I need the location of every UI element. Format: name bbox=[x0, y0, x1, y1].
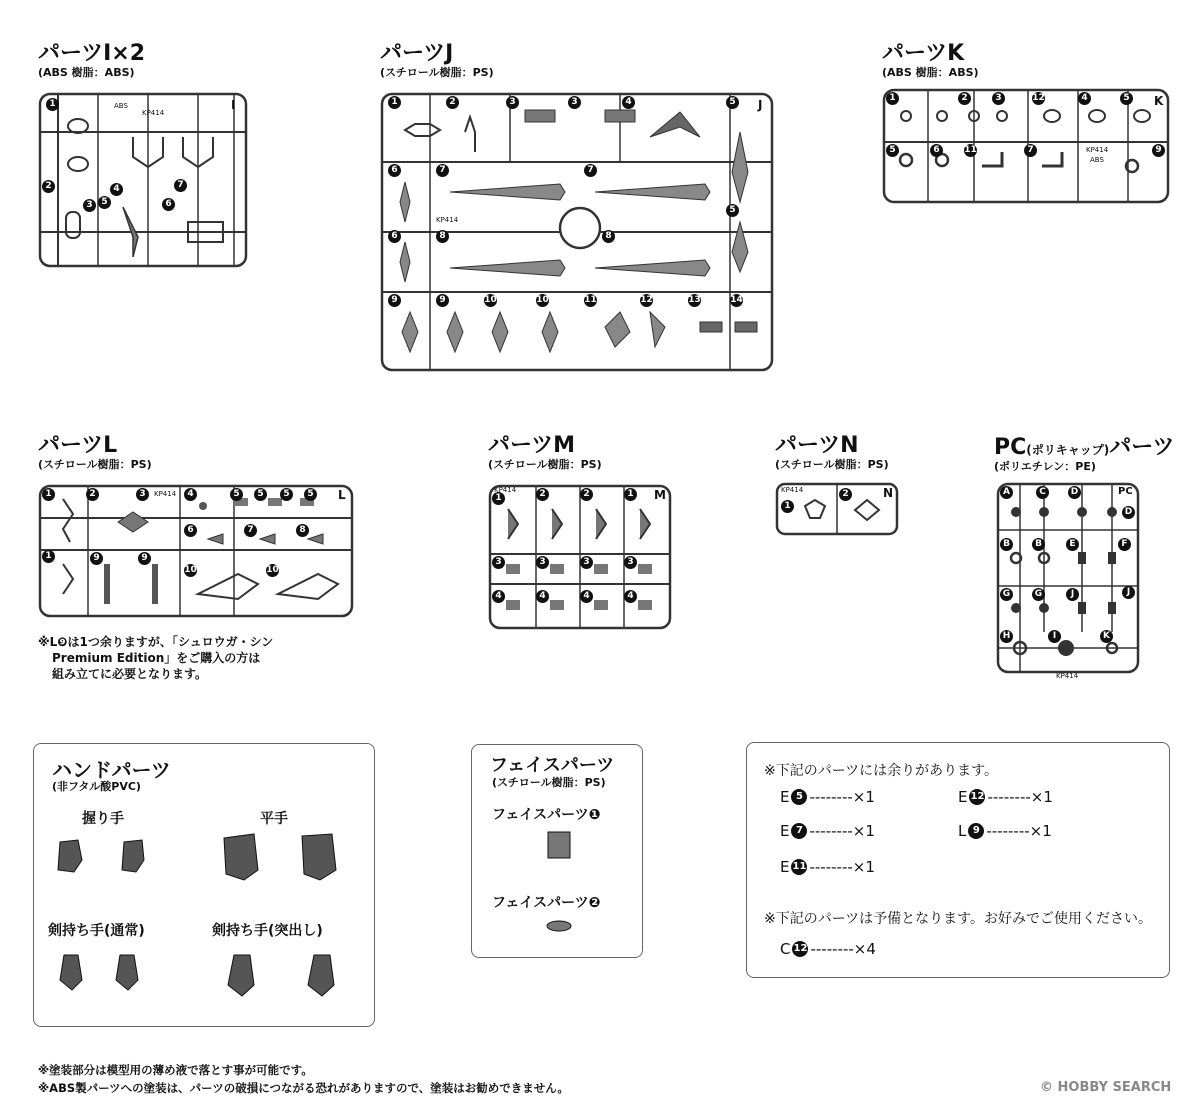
part-number: 3 bbox=[568, 96, 581, 109]
sprue-m-diagram bbox=[488, 484, 674, 632]
part-letter: H bbox=[1000, 630, 1013, 643]
spare-qty: --------×1 bbox=[809, 788, 875, 806]
part-number: 9 bbox=[1152, 144, 1165, 157]
part-number: 1 bbox=[492, 492, 505, 505]
spare-item bbox=[780, 788, 875, 806]
sprue-n-diagram bbox=[775, 482, 901, 538]
sword-hand-thrust-label: 剣持ち手(突出し) bbox=[212, 923, 323, 939]
face-parts-title: フェイスパーツ bbox=[490, 755, 615, 776]
note-line: Premium Edition」をご購入の方は bbox=[52, 651, 261, 665]
sprue-corner-letter: PC bbox=[1118, 486, 1133, 497]
part-letter: E bbox=[1066, 538, 1079, 551]
hand-parts-title: ハンドパーツ bbox=[52, 758, 171, 782]
part-number: 8 bbox=[602, 230, 615, 243]
spare-number: 11 bbox=[791, 859, 807, 875]
part-number: 4 bbox=[580, 590, 593, 603]
part-number: 13 bbox=[688, 295, 701, 305]
part-number: 1 bbox=[624, 488, 637, 501]
hand-illustrations bbox=[44, 830, 364, 1010]
part-number: 5 bbox=[726, 204, 739, 217]
part-number: 12 bbox=[640, 295, 653, 305]
sprue-pc-diagram bbox=[996, 482, 1142, 680]
part-number: 7 bbox=[174, 179, 187, 192]
part-letter: B bbox=[1032, 538, 1045, 551]
part-number: 10 bbox=[536, 295, 549, 305]
part-letter: B bbox=[1000, 538, 1013, 551]
sprue-corner-letter: J bbox=[758, 98, 763, 112]
spare-qty: --------×1 bbox=[987, 788, 1053, 806]
part-number: 5 bbox=[280, 488, 293, 501]
part-number: 4 bbox=[1078, 92, 1091, 105]
part-number: 1 bbox=[388, 96, 401, 109]
sprue-pc-title bbox=[994, 436, 1174, 462]
title-tail: パーツ bbox=[1109, 435, 1175, 460]
part-number: 3 bbox=[580, 556, 593, 569]
part-letter: K bbox=[1100, 630, 1113, 643]
kit-code: KP414 bbox=[781, 486, 804, 494]
sprue-i-title: パーツI×2 bbox=[38, 41, 146, 66]
part-number: 5 bbox=[726, 96, 739, 109]
sprue-l-diagram bbox=[38, 484, 356, 620]
watermark bbox=[1040, 1080, 1171, 1095]
part-number: 5 bbox=[304, 488, 317, 501]
spare-item bbox=[958, 822, 1052, 840]
part-letter: D bbox=[1122, 506, 1135, 519]
part-number: 6 bbox=[184, 524, 197, 537]
part-number: 8 bbox=[296, 524, 309, 537]
spare-number: 12 bbox=[969, 789, 985, 805]
part-letter: J bbox=[1122, 586, 1135, 599]
part-number: 11 bbox=[964, 145, 977, 155]
sprue-j-title: パーツJ bbox=[380, 41, 454, 66]
part-number: 5 bbox=[254, 488, 267, 501]
material-mark: ABS bbox=[114, 102, 128, 110]
part-number: 6 bbox=[388, 164, 401, 177]
part-number: 6 bbox=[930, 144, 943, 157]
part-number: 7 bbox=[584, 164, 597, 177]
sprue-corner-letter: N bbox=[883, 486, 894, 500]
sprue-k-material: (ABS 樹脂：ABS) bbox=[882, 66, 979, 79]
kit-code: KP414 bbox=[154, 490, 177, 498]
flat-hand-label: 平手 bbox=[260, 811, 288, 827]
part-number: 10 bbox=[484, 295, 497, 305]
part-number: 3 bbox=[136, 488, 149, 501]
part-number: 4 bbox=[184, 488, 197, 501]
part-number: 9 bbox=[90, 552, 103, 565]
part-number: 3 bbox=[536, 556, 549, 569]
hand-parts-material: (非フタル酸PVC) bbox=[52, 780, 141, 793]
note-line: 組み立てに必要となります。 bbox=[52, 667, 208, 681]
sprue-j-diagram bbox=[380, 92, 776, 374]
part-number: 6 bbox=[388, 230, 401, 243]
part-number: 2 bbox=[580, 488, 593, 501]
part-number: 9 bbox=[436, 294, 449, 307]
part-letter: G bbox=[1032, 588, 1045, 601]
part-number: 7 bbox=[436, 164, 449, 177]
part-number: 1 bbox=[781, 500, 794, 513]
title-small: (ポリキャップ) bbox=[1026, 443, 1110, 457]
part-number: 4 bbox=[110, 183, 123, 196]
part-number: 2 bbox=[958, 92, 971, 105]
copyright-icon: © bbox=[1040, 1080, 1053, 1095]
kit-code: KP414 bbox=[142, 109, 165, 117]
part-number: 5 bbox=[886, 144, 899, 157]
part-number: 3 bbox=[992, 92, 1005, 105]
part-number: 7 bbox=[1024, 144, 1037, 157]
part-number: 4 bbox=[492, 590, 505, 603]
part-number: 8 bbox=[436, 230, 449, 243]
spare-item bbox=[780, 858, 875, 876]
sprue-j-material: (スチロール樹脂：PS) bbox=[380, 66, 494, 79]
sprue-i-diagram bbox=[38, 92, 250, 270]
part-number: 3 bbox=[624, 556, 637, 569]
part-number: 1 bbox=[42, 488, 55, 501]
material-mark: ABS bbox=[1090, 156, 1104, 164]
part-number: 4 bbox=[536, 590, 549, 603]
sprue-k-title: パーツK bbox=[882, 41, 965, 66]
part-number: 12 bbox=[1032, 93, 1045, 103]
part-letter: D bbox=[1068, 486, 1081, 499]
sprue-m-material: (スチロール樹脂：PS) bbox=[488, 458, 602, 471]
spare-qty: --------×1 bbox=[809, 858, 875, 876]
part-number: 5 bbox=[98, 196, 111, 209]
kit-code: KP414 bbox=[494, 486, 517, 494]
part-number: 10 bbox=[184, 565, 197, 575]
spare-number: 5 bbox=[791, 789, 807, 805]
title-prefix: PC bbox=[994, 435, 1027, 460]
spare-number: 7 bbox=[791, 823, 807, 839]
part-letter: I bbox=[1048, 630, 1061, 643]
part-number: 3 bbox=[506, 96, 519, 109]
sprue-corner-letter: I bbox=[231, 98, 236, 112]
part-letter: A bbox=[1000, 486, 1013, 499]
note-l9 bbox=[38, 634, 273, 682]
kit-code: KP414 bbox=[1056, 672, 1079, 680]
spare-letter: E bbox=[780, 822, 790, 840]
part-number: 3 bbox=[83, 199, 96, 212]
part-number: 6 bbox=[162, 198, 175, 211]
part-number: 7 bbox=[244, 524, 257, 537]
spare-number: 12 bbox=[792, 941, 808, 957]
part-number: 9 bbox=[388, 294, 401, 307]
part-number: 4 bbox=[624, 590, 637, 603]
spare-number: 9 bbox=[968, 823, 984, 839]
spare-letter: E bbox=[958, 788, 968, 806]
spare-letter: E bbox=[780, 858, 790, 876]
footer-note-2: ※ABS製パーツへの塗装は、パーツの破損につながる恐れがありますので、塗装はお勧めできません。 bbox=[38, 1081, 569, 1095]
spare-qty: --------×1 bbox=[986, 822, 1052, 840]
spare-header-1: ※下記のパーツには余りがあります。 bbox=[764, 763, 999, 779]
part-number: 1 bbox=[42, 550, 55, 563]
sprue-corner-letter: M bbox=[654, 488, 666, 502]
note-line: ※L❾は1つ余りますが、「シュロウガ・シン bbox=[38, 635, 274, 649]
footer-note-1: ※塗装部分は模型用の薄め液で落とす事が可能です。 bbox=[38, 1063, 313, 1077]
part-letter: F bbox=[1118, 538, 1131, 551]
part-number: 11 bbox=[584, 295, 597, 305]
spare-letter: L bbox=[958, 822, 967, 840]
part-number: 9 bbox=[138, 552, 151, 565]
spare-item bbox=[958, 788, 1053, 806]
sprue-m-title: パーツM bbox=[488, 433, 576, 458]
sprue-i-material: (ABS 樹脂：ABS) bbox=[38, 66, 135, 79]
part-number: 5 bbox=[230, 488, 243, 501]
spare-header-2: ※下記のパーツは予備となります。お好みでご使用ください。 bbox=[764, 911, 1153, 927]
part-number: 5 bbox=[1120, 92, 1133, 105]
spare-item bbox=[780, 822, 875, 840]
sprue-n-title: パーツN bbox=[775, 433, 859, 458]
face-illustrations bbox=[540, 828, 580, 938]
sprue-k-diagram bbox=[882, 88, 1172, 206]
part-number: 2 bbox=[839, 488, 852, 501]
part-number: 1 bbox=[46, 98, 59, 111]
sword-hand-normal-label: 剣持ち手(通常) bbox=[48, 923, 145, 939]
spare-letter: E bbox=[780, 788, 790, 806]
part-number: 10 bbox=[266, 565, 279, 575]
sprue-pc-material: (ポリエチレン：PE) bbox=[994, 460, 1096, 473]
part-letter: C bbox=[1036, 486, 1049, 499]
sprue-l-title: パーツL bbox=[38, 433, 118, 458]
spare-qty: --------×1 bbox=[809, 822, 875, 840]
face-part-2-label: フェイスパーツ❷ bbox=[492, 895, 601, 911]
part-letter: G bbox=[1000, 588, 1013, 601]
sprue-corner-letter: L bbox=[338, 488, 346, 502]
part-number: 2 bbox=[42, 180, 55, 193]
part-number: 2 bbox=[536, 488, 549, 501]
part-number: 1 bbox=[886, 92, 899, 105]
part-number: 2 bbox=[86, 488, 99, 501]
part-number: 4 bbox=[622, 96, 635, 109]
kit-code: KP414 bbox=[436, 216, 459, 224]
part-letter: J bbox=[1066, 588, 1079, 601]
face-part-1-label: フェイスパーツ❶ bbox=[492, 807, 601, 823]
sprue-n-material: (スチロール樹脂：PS) bbox=[775, 458, 889, 471]
sprue-corner-letter: K bbox=[1154, 94, 1164, 108]
sprue-l-material: (スチロール樹脂：PS) bbox=[38, 458, 152, 471]
spare-qty: --------×4 bbox=[810, 940, 876, 958]
kit-code: KP414 bbox=[1086, 146, 1109, 154]
part-number: 14 bbox=[730, 295, 743, 305]
spare-letter: C bbox=[780, 940, 791, 958]
grip-hand-label: 握り手 bbox=[82, 811, 124, 827]
watermark-text: HOBBY SEARCH bbox=[1057, 1080, 1172, 1095]
reserve-item bbox=[780, 940, 876, 958]
face-parts-material: (スチロール樹脂：PS) bbox=[492, 776, 606, 789]
part-number: 3 bbox=[492, 556, 505, 569]
part-number: 2 bbox=[446, 96, 459, 109]
